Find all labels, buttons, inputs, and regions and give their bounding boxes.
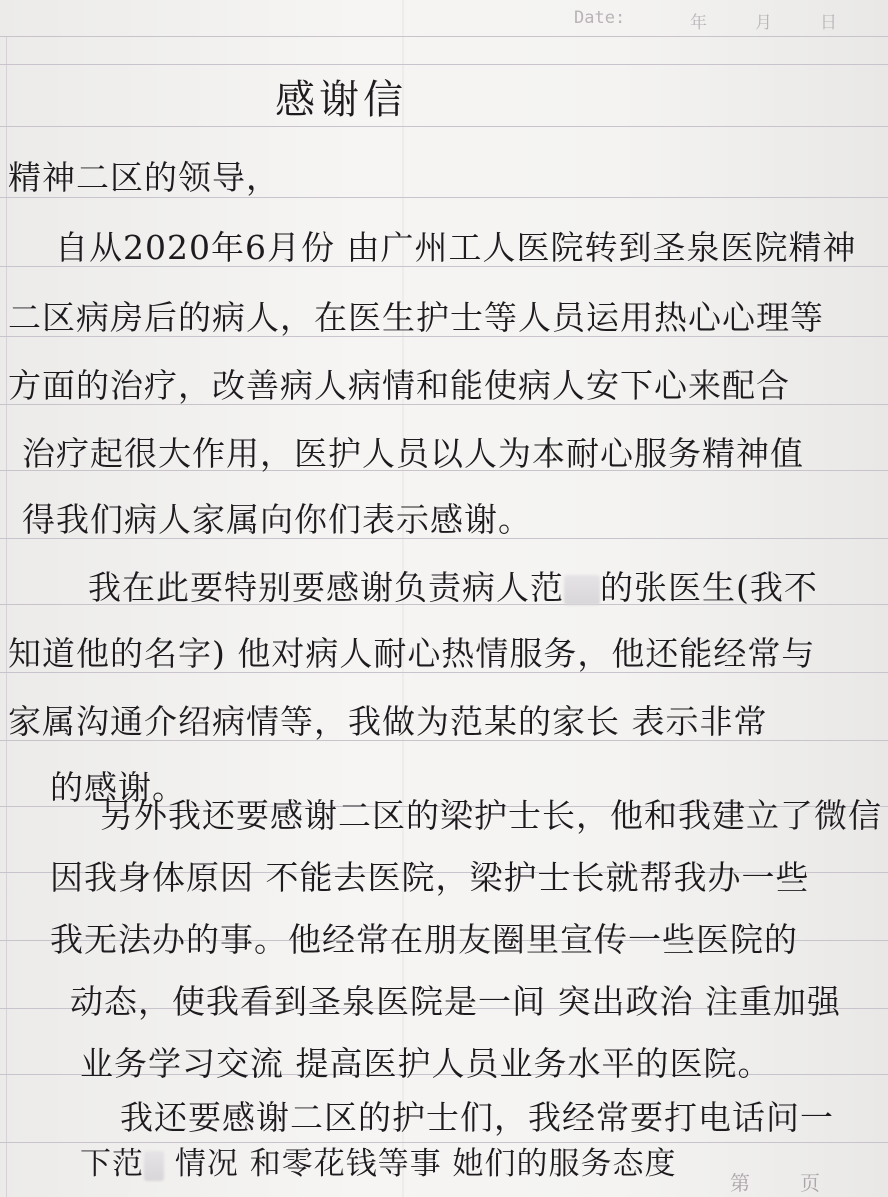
letter-line: 得我们病人家属向你们表示感谢。 — [22, 500, 532, 539]
date-label: Date: — [574, 8, 626, 28]
letter-line — [88, 562, 818, 609]
letter-line: 动态，使我看到圣泉医院是一间 突出政治 注重加强 — [70, 982, 841, 1021]
letter-line-part: 的张医生(我不 — [600, 568, 818, 607]
letter-line: 因我身体原因 不能去医院，梁护士长就帮我办一些 — [50, 858, 810, 897]
page-suffix-label: 页 — [800, 1171, 820, 1195]
letter-line: 方面的治疗，改善病人病情和能使病人安下心来配合 — [8, 366, 790, 405]
salutation: 精神二区的领导， — [8, 158, 280, 197]
date-day-label: 日 — [820, 13, 837, 33]
date-month-label: 月 — [755, 13, 772, 33]
letter-line: 我还要感谢二区的护士们，我经常要打电话问一 — [120, 1098, 834, 1137]
ruled-line — [0, 64, 888, 65]
ruled-line — [0, 36, 888, 37]
letter-line-part: 我在此要特别要感谢负责病人范 — [88, 568, 564, 607]
letter-line: 二区病房后的病人，在医生护士等人员运用热心心理等 — [8, 298, 824, 337]
redacted-name-blur — [144, 1151, 164, 1181]
date-year-label: 年 — [690, 13, 707, 33]
margin-line — [6, 36, 7, 1197]
letter-line: 我无法办的事。他经常在朋友圈里宣传一些医院的 — [50, 920, 798, 959]
date-header — [570, 6, 868, 32]
letter-line: 另外我还要感谢二区的梁护士长，他和我建立了微信 — [100, 796, 882, 835]
page-footer — [720, 1165, 868, 1195]
letter-line: 家属沟通介绍病情等，我做为范某的家长 表示非常 — [8, 702, 768, 741]
page-prefix-label: 第 — [730, 1171, 750, 1195]
letter-line-part: 情况 和零花钱等事 她们的服务态度 — [164, 1146, 677, 1182]
ruled-line — [0, 126, 888, 127]
redacted-name-blur — [564, 575, 600, 605]
letter-line: 的感谢。 — [50, 768, 186, 807]
letter-line: 知道他的名字) 他对病人耐心热情服务，他还能经常与 — [8, 634, 816, 673]
letter-line — [80, 1138, 677, 1183]
letter-title: 感谢信 — [275, 77, 407, 123]
letter-line: 业务学习交流 提高医护人员业务水平的医院。 — [80, 1044, 772, 1083]
letter-line: 治疗起很大作用，医护人员以人为本耐心服务精神值 — [22, 434, 804, 473]
letter-line-part: 下范 — [80, 1146, 144, 1182]
letter-line: 自从2020年6月份 由广州工人医院转到圣泉医院精神 — [55, 228, 857, 267]
